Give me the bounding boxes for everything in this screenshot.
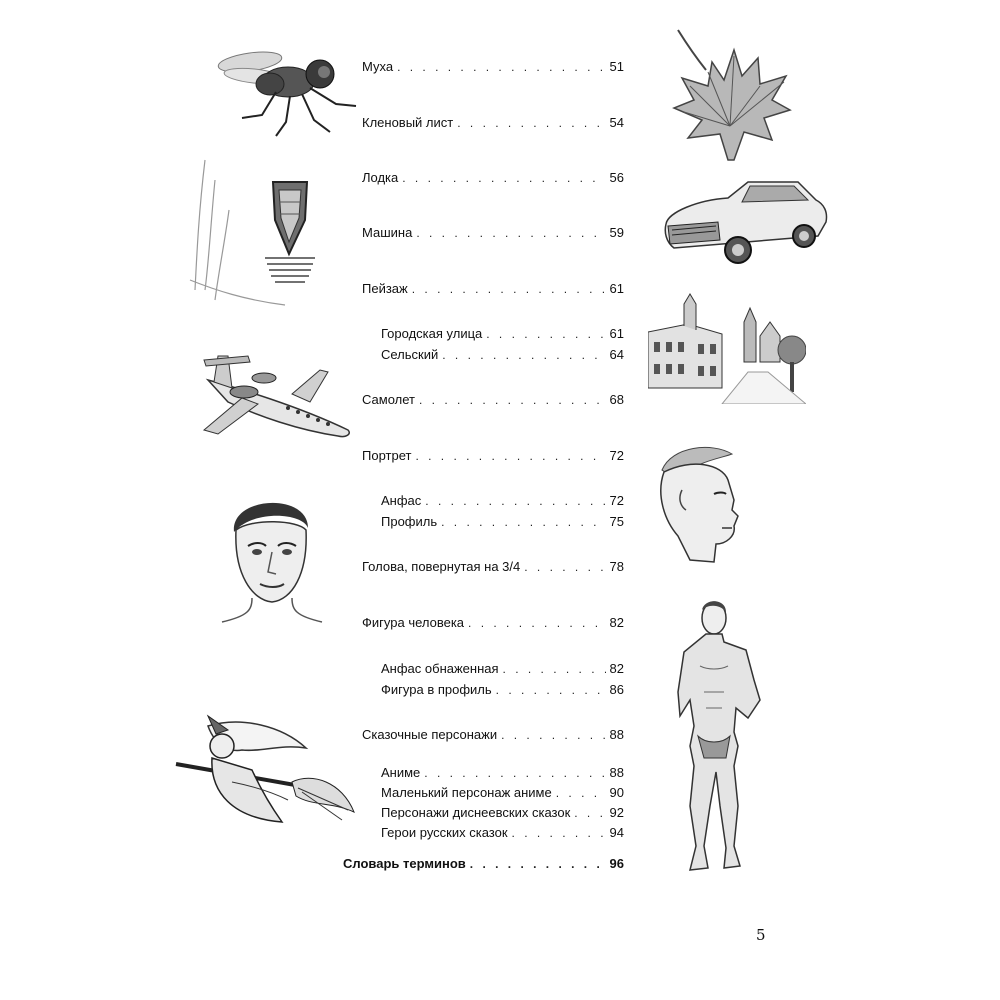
toc-entry-title: Муха [362,59,394,74]
toc-subentry[interactable] [381,679,624,701]
toc-entry-page: 90 [609,785,624,800]
dot-leader [441,511,605,533]
toc-entry-page: 54 [609,115,624,130]
dot-leader [512,822,606,844]
toc-entry-page: 75 [609,514,624,529]
toc-subentry[interactable] [381,490,624,512]
dot-leader [424,762,605,784]
toc-entry-title: Персонажи диснеевских сказок [381,805,571,820]
standing-figure-sketch-icon [664,596,778,882]
toc-entry[interactable] [362,112,624,134]
page-number: 5 [756,926,766,944]
toc-entry-page: 96 [609,856,624,871]
car-sketch-icon [658,178,830,270]
dot-leader [442,344,605,366]
toc-entry[interactable] [362,56,624,78]
frontal-portrait-sketch-icon [212,482,332,624]
toc-entry-page: 59 [609,225,624,240]
witch-on-broom-sketch-icon [172,712,356,832]
dot-leader [503,658,606,680]
toc-entry[interactable] [362,612,624,634]
toc-entry-page: 78 [609,559,624,574]
toc-entry[interactable] [362,222,624,244]
toc-entry-page: 61 [609,326,624,341]
toc-entry-title: Аниме [381,765,421,780]
toc-entry-page: 88 [609,727,624,742]
toc-subentry[interactable] [381,511,624,533]
toc-entry-title: Словарь терминов [343,856,466,871]
toc-entry-title: Анфас [381,493,422,508]
toc-subentry[interactable] [381,782,624,804]
toc-entry-page: 86 [609,682,624,697]
dot-leader [402,167,605,189]
toc-entry-page: 82 [609,661,624,676]
toc-entry-page: 82 [609,615,624,630]
toc-subentry[interactable] [381,762,624,784]
dot-leader [397,56,605,78]
toc-entry-page: 51 [609,59,624,74]
toc-entry-page: 64 [609,347,624,362]
dot-leader [496,679,606,701]
toc-entry[interactable] [362,445,624,467]
toc-entry[interactable] [362,167,624,189]
toc-entry-title: Машина [362,225,413,240]
toc-entry-title: Сельский [381,347,439,362]
airplane-sketch-icon [198,350,358,442]
town-street-sketch-icon [648,292,806,404]
toc-subentry[interactable] [381,822,624,844]
toc-entry-page: 68 [609,392,624,407]
toc-subentry[interactable] [381,658,624,680]
toc-entry-title: Герои русских сказок [381,825,508,840]
dot-leader [470,853,606,875]
dot-leader [457,112,605,134]
toc-subentry[interactable] [381,344,624,366]
toc-entry-page: 88 [609,765,624,780]
toc-entry-page: 92 [609,805,624,820]
dot-leader [486,323,605,345]
toc-entry-page: 72 [609,493,624,508]
profile-head-sketch-icon [652,440,744,566]
dot-leader [524,556,605,578]
toc-entry-title: Профиль [381,514,438,529]
boat-sketch-icon [185,150,335,310]
toc-entry-title: Анфас обнаженная [381,661,499,676]
toc-entry[interactable] [362,278,624,300]
dot-leader [574,802,605,824]
dot-leader [425,490,605,512]
dot-leader [468,612,605,634]
toc-entry[interactable] [362,724,624,746]
toc-entry-title: Фигура человека [362,615,465,630]
toc-subentry[interactable] [381,323,624,345]
toc-entry-page: 61 [609,281,624,296]
toc-entry[interactable] [362,556,624,578]
dot-leader [556,782,606,804]
toc-entry-title: Сказочные персонажи [362,727,498,742]
toc-entry-title: Кленовый лист [362,115,454,130]
dot-leader [415,445,605,467]
dot-leader [419,389,606,411]
maple-leaf-sketch-icon [668,26,792,166]
toc-entry-page: 94 [609,825,624,840]
dot-leader [416,222,605,244]
toc-entry-title: Портрет [362,448,412,463]
toc-entry-title: Самолет [362,392,415,407]
toc-entry-title: Лодка [362,170,399,185]
toc-entry-title: Голова, повернутая на 3/4 [362,559,521,574]
toc-entry[interactable] [362,389,624,411]
toc-entry-title: Пейзаж [362,281,408,296]
toc-entry-title: Городская улица [381,326,483,341]
toc-subentry[interactable] [381,802,624,824]
toc-entry-title: Маленький персонаж аниме [381,785,552,800]
toc-entry-page: 56 [609,170,624,185]
toc-entry-glossary[interactable] [343,853,624,875]
toc-entry-title: Фигура в профиль [381,682,492,697]
dot-leader [501,724,605,746]
dot-leader [412,278,606,300]
fly-sketch-icon [210,40,360,140]
toc-entry-page: 72 [609,448,624,463]
